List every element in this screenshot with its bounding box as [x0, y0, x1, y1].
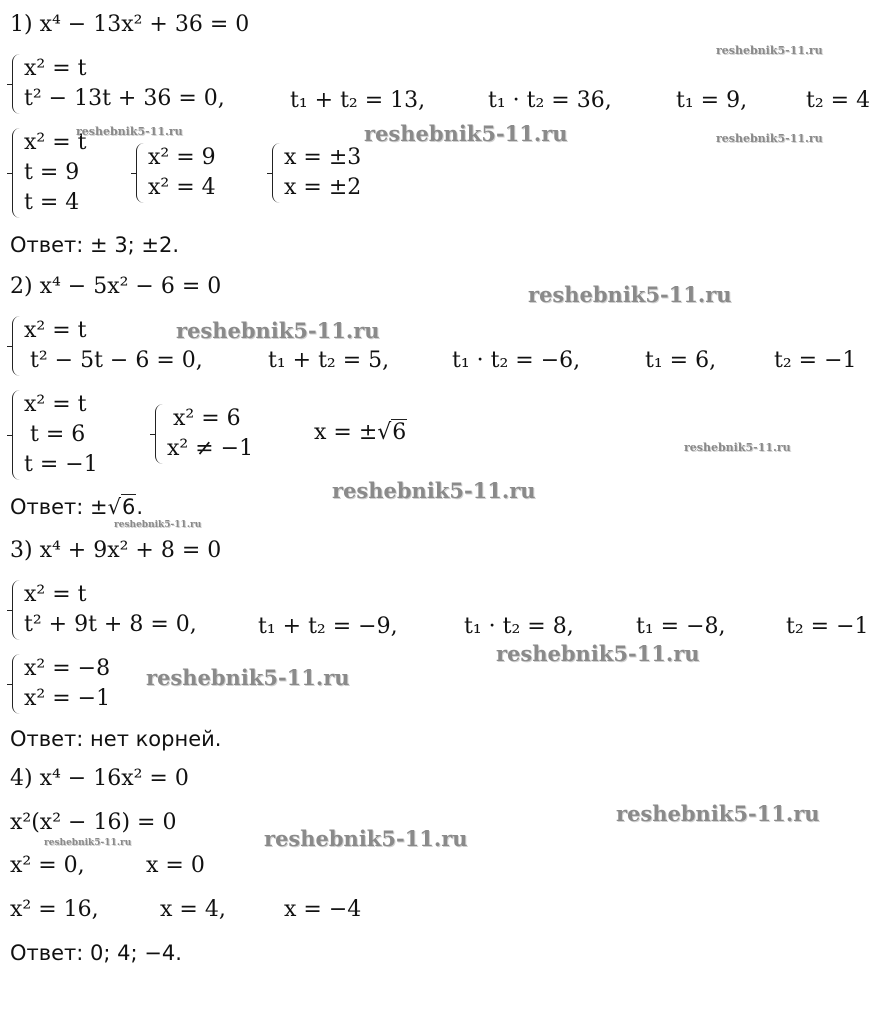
watermark: reshebnik5-11.ru [616, 801, 820, 826]
problem-3-substitution-system [12, 580, 222, 640]
system-row: x² = t [24, 130, 87, 155]
system-row: x² = t [24, 56, 87, 81]
system-row: x² = 9 [148, 145, 216, 170]
system-row: t = −1 [24, 452, 98, 477]
system-row: x² = 6 [173, 406, 241, 431]
system-row: x² = −8 [24, 656, 111, 681]
system-row: t = 9 [24, 160, 80, 185]
watermark: reshebnik5-11.ru [716, 44, 823, 57]
watermark: reshebnik5-11.ru [528, 282, 732, 307]
watermark: reshebnik5-11.ru [114, 520, 202, 530]
system-row: x = ±2 [284, 175, 362, 200]
problem-1-x-squared-system [136, 143, 246, 203]
system-row: t = 4 [24, 190, 80, 215]
brace-icon [136, 143, 147, 203]
watermark: reshebnik5-11.ru [264, 826, 468, 851]
root-1: t₁ = 9, [676, 88, 748, 113]
problem-1-answer: Ответ: ± 3; ±2. [10, 233, 180, 257]
brace-icon [12, 128, 23, 218]
brace-icon [12, 654, 23, 714]
system-row: x² = t [24, 318, 87, 343]
problem-3-header: 3) x⁴ + 9x² + 8 = 0 [10, 538, 222, 563]
problem-3-answer: Ответ: нет корней. [10, 727, 222, 751]
problem-4-case-b-root-2: x = −4 [284, 897, 362, 922]
watermark: reshebnik5-11.ru [44, 838, 132, 848]
problem-4-case-b: x² = 16, [10, 897, 99, 922]
radicand: 6 [122, 495, 136, 519]
sqrt-icon: √ [107, 495, 122, 519]
problem-2-header: 2) x⁴ − 5x² − 6 = 0 [10, 274, 222, 299]
watermark: reshebnik5-11.ru [176, 318, 380, 343]
root-2: t₂ = 4 [806, 88, 871, 113]
radicand: 6 [392, 420, 407, 445]
brace-icon [155, 404, 166, 464]
problem-2-case-system [12, 390, 122, 480]
system-row: x² = t [24, 582, 87, 607]
system-row: t² − 13t + 36 = 0, [24, 86, 225, 111]
system-row: x = ±3 [284, 145, 362, 170]
sqrt-icon: √ [377, 420, 392, 445]
brace-icon [12, 390, 23, 480]
watermark: reshebnik5-11.ru [146, 665, 350, 690]
watermark: reshebnik5-11.ru [496, 641, 700, 666]
problem-2-result [314, 418, 407, 448]
system-row: x² = t [24, 392, 87, 417]
problem-1-header: 1) x⁴ − 13x² + 36 = 0 [10, 12, 250, 37]
problem-2-answer [10, 494, 143, 520]
brace-icon [12, 54, 23, 114]
root-1: t₁ = 6, [645, 348, 717, 373]
problem-4-factored: x²(x² − 16) = 0 [10, 810, 177, 835]
watermark: reshebnik5-11.ru [684, 441, 791, 454]
problem-4-case-a-root: x = 0 [146, 853, 205, 878]
problem-4-case-b-root-1: x = 4, [160, 897, 226, 922]
root-1: t₁ = −8, [636, 614, 726, 639]
watermark: reshebnik5-11.ru [332, 478, 536, 503]
watermark: reshebnik5-11.ru [716, 132, 823, 145]
root-2: t₂ = −1 [774, 348, 857, 373]
answer-prefix: Ответ: ± [10, 495, 108, 519]
system-row: t = 6 [30, 422, 86, 447]
problem-3-x-squared-system [12, 654, 142, 714]
watermark: reshebnik5-11.ru [76, 125, 183, 138]
system-row: t² + 9t + 8 = 0, [24, 612, 197, 637]
brace-icon [12, 316, 23, 376]
vieta-product: t₁ · t₂ = 36, [488, 88, 612, 113]
problem-4-header: 4) x⁴ − 16x² = 0 [10, 766, 189, 791]
root-2: t₂ = −1 [786, 614, 869, 639]
vieta-product: t₁ · t₂ = 8, [464, 614, 574, 639]
result-prefix: x = ± [314, 420, 378, 445]
vieta-product: t₁ · t₂ = −6, [452, 348, 581, 373]
answer-suffix: . [136, 495, 144, 519]
brace-icon [12, 580, 23, 640]
problem-4-answer: Ответ: 0; 4; −4. [10, 941, 182, 965]
problem-4-case-a: x² = 0, [10, 853, 85, 878]
watermark: reshebnik5-11.ru [364, 121, 568, 146]
problem-2-x-squared-system [155, 404, 275, 464]
system-row: t² − 5t − 6 = 0, [30, 348, 203, 373]
system-row: x² = 4 [148, 175, 216, 200]
system-row: x² = −1 [24, 686, 111, 711]
problem-1-x-system [272, 143, 382, 203]
problem-1-substitution-system [12, 54, 262, 114]
system-row: x² ≠ −1 [167, 436, 254, 461]
brace-icon [272, 143, 283, 203]
vieta-sum: t₁ + t₂ = −9, [258, 614, 398, 639]
vieta-sum: t₁ + t₂ = 5, [268, 348, 390, 373]
vieta-sum: t₁ + t₂ = 13, [290, 88, 426, 113]
problem-1-case-system [12, 128, 122, 218]
